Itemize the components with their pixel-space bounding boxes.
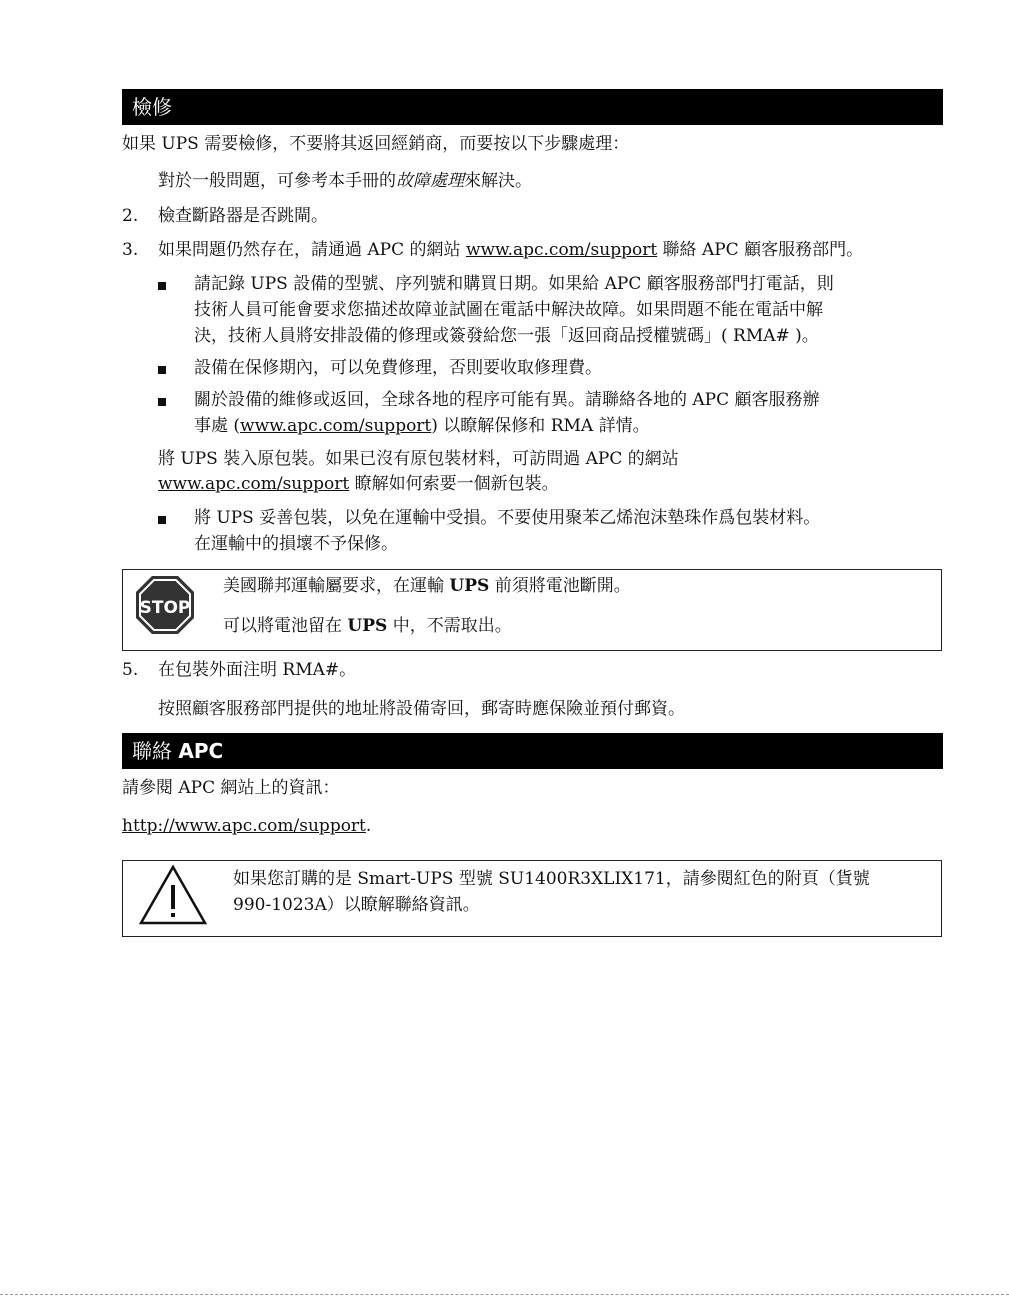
- bullet-1-line-3: 決，技術人員將安排設備的修理或簽發給您一張「返回商品授權號碼」( RMA# )。: [194, 326, 819, 346]
- apc-support-link[interactable]: www.apc.com/support: [158, 474, 350, 494]
- step-6: 按照顧客服務部門提供的地址將設備寄回，郵寄時應保險並預付郵資。: [158, 699, 685, 719]
- stop-line-1-bold: UPS: [449, 576, 490, 596]
- link-suffix: .: [365, 816, 372, 836]
- step-3-text: [158, 239, 863, 261]
- bullet-2-line-1: 設備在保修期內，可以免費修理，否則要收取修理費。: [194, 358, 602, 378]
- bullet-1-line-1: 請記錄 UPS 設備的型號、序列號和購買日期。如果給 APC 顧客服務部門打電話，則: [194, 274, 834, 294]
- stop-line-2-post: 中，不需取出。: [387, 616, 512, 636]
- bullet-icon: [158, 516, 166, 524]
- bullet-4-line-2: 在運輸中的損壞不予保修。: [194, 534, 398, 554]
- step-number: 2.: [122, 206, 139, 226]
- step-number: 5.: [122, 660, 139, 680]
- section-header-service: [122, 89, 943, 125]
- bullet-icon: [158, 366, 166, 374]
- stop-line-1-pre: 美國聯邦運輸屬要求，在運輸: [223, 576, 450, 596]
- bullet-icon: [158, 282, 166, 290]
- bullet-3-line-1: 關於設備的維修或返回，全球各地的程序可能有異。請聯絡各地的 APC 顧客服務辦: [194, 390, 820, 410]
- stop-notice-box: [122, 569, 942, 651]
- page-bottom-rule: [0, 1294, 1009, 1295]
- step-2-text: 檢查斷路器是否跳閘。: [158, 206, 328, 226]
- step-4-line-2: [158, 473, 559, 495]
- contact-intro: 請參閱 APC 網站上的資訊：: [122, 778, 340, 798]
- section-title-cjk: 聯絡: [132, 739, 179, 763]
- stop-notice-line-1: [223, 575, 631, 597]
- stop-line-2-bold: UPS: [347, 616, 388, 636]
- bullet-3-text-post: ) 以瞭解保修和 RMA 詳情。: [431, 416, 650, 436]
- step-4-line-1: 將 UPS 裝入原包裝。如果已沒有原包裝材料，可訪問過 APC 的網站: [158, 449, 679, 469]
- section-title: 檢修: [132, 95, 172, 119]
- troubleshooting-reference: 故障處理: [396, 171, 464, 191]
- stop-sign-icon: [134, 574, 196, 636]
- stop-sign-text: STOP: [139, 598, 191, 618]
- apc-support-link[interactable]: www.apc.com/support: [465, 240, 658, 260]
- contact-link-line: [122, 815, 371, 837]
- step-5-text: 在包裝外面注明 RMA#。: [158, 660, 357, 680]
- warning-line-1: 如果您訂購的是 Smart-UPS 型號 SU1400R3XLIX171，請參閱紅色的附頁（貨號: [233, 869, 870, 889]
- step-1: [158, 170, 532, 192]
- stop-notice-line-2: [223, 615, 512, 637]
- service-intro: 如果 UPS 需要檢修，不要將其返回經銷商，而要按以下步驟處理：: [122, 134, 630, 154]
- warning-notice-box: [122, 860, 942, 937]
- step-4-text-post: 瞭解如何索要一個新包裝。: [349, 474, 559, 494]
- bullet-icon: [158, 398, 166, 406]
- section-title-latin: APC: [178, 739, 224, 763]
- bullet-3-line-2: [194, 415, 650, 437]
- bullet-4-line-1: 將 UPS 妥善包裝，以免在運輸中受損。不要使用聚苯乙烯泡沫墊珠作爲包裝材料。: [194, 508, 821, 528]
- apc-support-link[interactable]: www.apc.com/support: [240, 416, 432, 436]
- stop-line-1-post: 前須將電池斷開。: [489, 576, 631, 596]
- step-3-text-post: 聯絡 APC 顧客服務部門。: [657, 240, 864, 260]
- step-1-text: 對於一般問題，可參考本手冊的: [158, 171, 396, 191]
- warning-line-2: 990-1023A）以瞭解聯絡資訊。: [233, 895, 480, 915]
- bullet-3-text-pre: 事處 (: [194, 416, 241, 436]
- section-header-contact: [122, 733, 943, 769]
- bullet-1-line-2: 技術人員可能會要求您描述故障並試圖在電話中解決故障。如果問題不能在電話中解: [194, 300, 823, 320]
- step-3-text-pre: 如果問題仍然存在，請通過 APC 的網站: [158, 240, 466, 260]
- warning-icon: [137, 863, 209, 927]
- apc-support-url-link[interactable]: http://www.apc.com/support: [122, 816, 366, 836]
- step-number: 3.: [122, 240, 139, 260]
- stop-line-2-pre: 可以將電池留在: [223, 616, 348, 636]
- step-1-suffix: 來解決。: [464, 171, 532, 191]
